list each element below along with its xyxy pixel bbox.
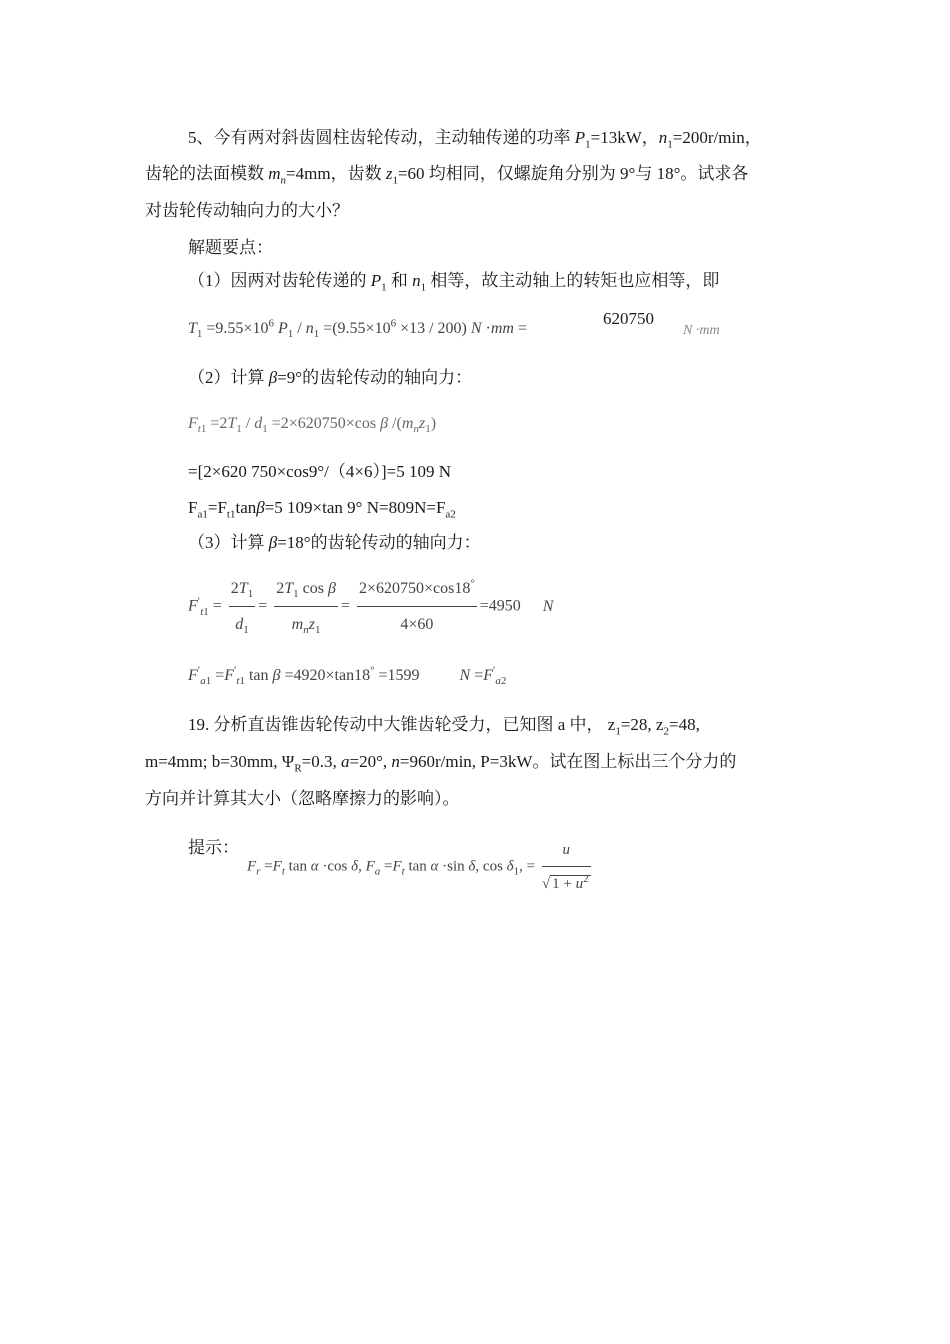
step-1: （1）因两对齿轮传递的 $P_1$ 和 $n_1$ 相等，故主动轴上的转矩也应相等，即 [188, 271, 720, 294]
calc-line-1: =[2×620 750×cos9°/（4×6）]=5 109 N [188, 462, 451, 481]
torque-value: 620750 [603, 309, 654, 328]
step-2: （2）计算 β=9°的齿轮传动的轴向力： [188, 368, 473, 387]
torque-equation: $T_1 =9.55\times 10^6$ $P_1 / n_1 =(9.55\times 10^6 \times 13 / 200)$ N ·mm = [188, 317, 527, 341]
step-3: （3）计算 β=18°的齿轮传动的轴向力： [188, 533, 481, 552]
fa1-prime-equation: $F'_{a1} =F'_{t1}$ tan β =4920×tan18° =1599 $N =F'_{a2}$ [188, 664, 507, 688]
q19-line-1: 19. 分析直齿锥齿轮传动中大锥齿轮受力，已知图 a 中， $z_1=28$, $z_2=48$, [188, 715, 700, 738]
solution-heading: 解题要点： [188, 238, 273, 257]
hint-formula: $F_r =F_t$ tan α ·cos δ, $F_a =F_t$ tan α ·sin δ, $\cos \delta_1$, = $\frac{u}{√ 1 + u^2}$ [247, 836, 594, 898]
q5-line-2: 齿轮的法面模数 $m_n=4mm$，齿数 $z_1=60$ 均相同，仅螺旋角分别为 9°与 18°。试求各 [145, 164, 749, 187]
q19-line-2: m=4mm; b=30mm, $\Psi_R=0.3$, a=20°, n=960r/min, P=3kW。试在图上标出三个分力的 [145, 752, 737, 775]
hint-label: 提示： [188, 838, 239, 857]
q5-line-1: 5、今有两对斜齿圆柱齿轮传动，主动轴传递的功率 $P_1=13kW$，$n_1=200r/\min$， [188, 128, 762, 151]
calc-line-2: $F_{a1}=F_{t1}\tan\beta=5$ 109×tan 9° $N=809N=F_{a2}$ [188, 498, 456, 521]
q5-line-3: 对齿轮传动轴向力的大小？ [145, 201, 349, 220]
ft1-prime-equation: $F'_{t1}$ = $\frac{2T_1}{d_1}$ = $\frac{2T_1 \cos \beta}{m_nz_1}$ = $\frac{2\times 620750\times\cos 18^\circ}{4\times 60}$ =4950 N [188, 574, 553, 640]
q5-text: 5、今有两对斜齿圆柱齿轮传动，主动轴传递的功率 [188, 128, 575, 147]
ft1-equation: $F_{t1} =2T_1 / d_1 =2\times 620750\times\cos$ β $/(m_nz_1)$ [188, 415, 437, 436]
torque-unit: N ·mm [683, 323, 720, 338]
q19-line-3: 方向并计算其大小（忽略摩擦力的影响）。 [145, 789, 460, 808]
